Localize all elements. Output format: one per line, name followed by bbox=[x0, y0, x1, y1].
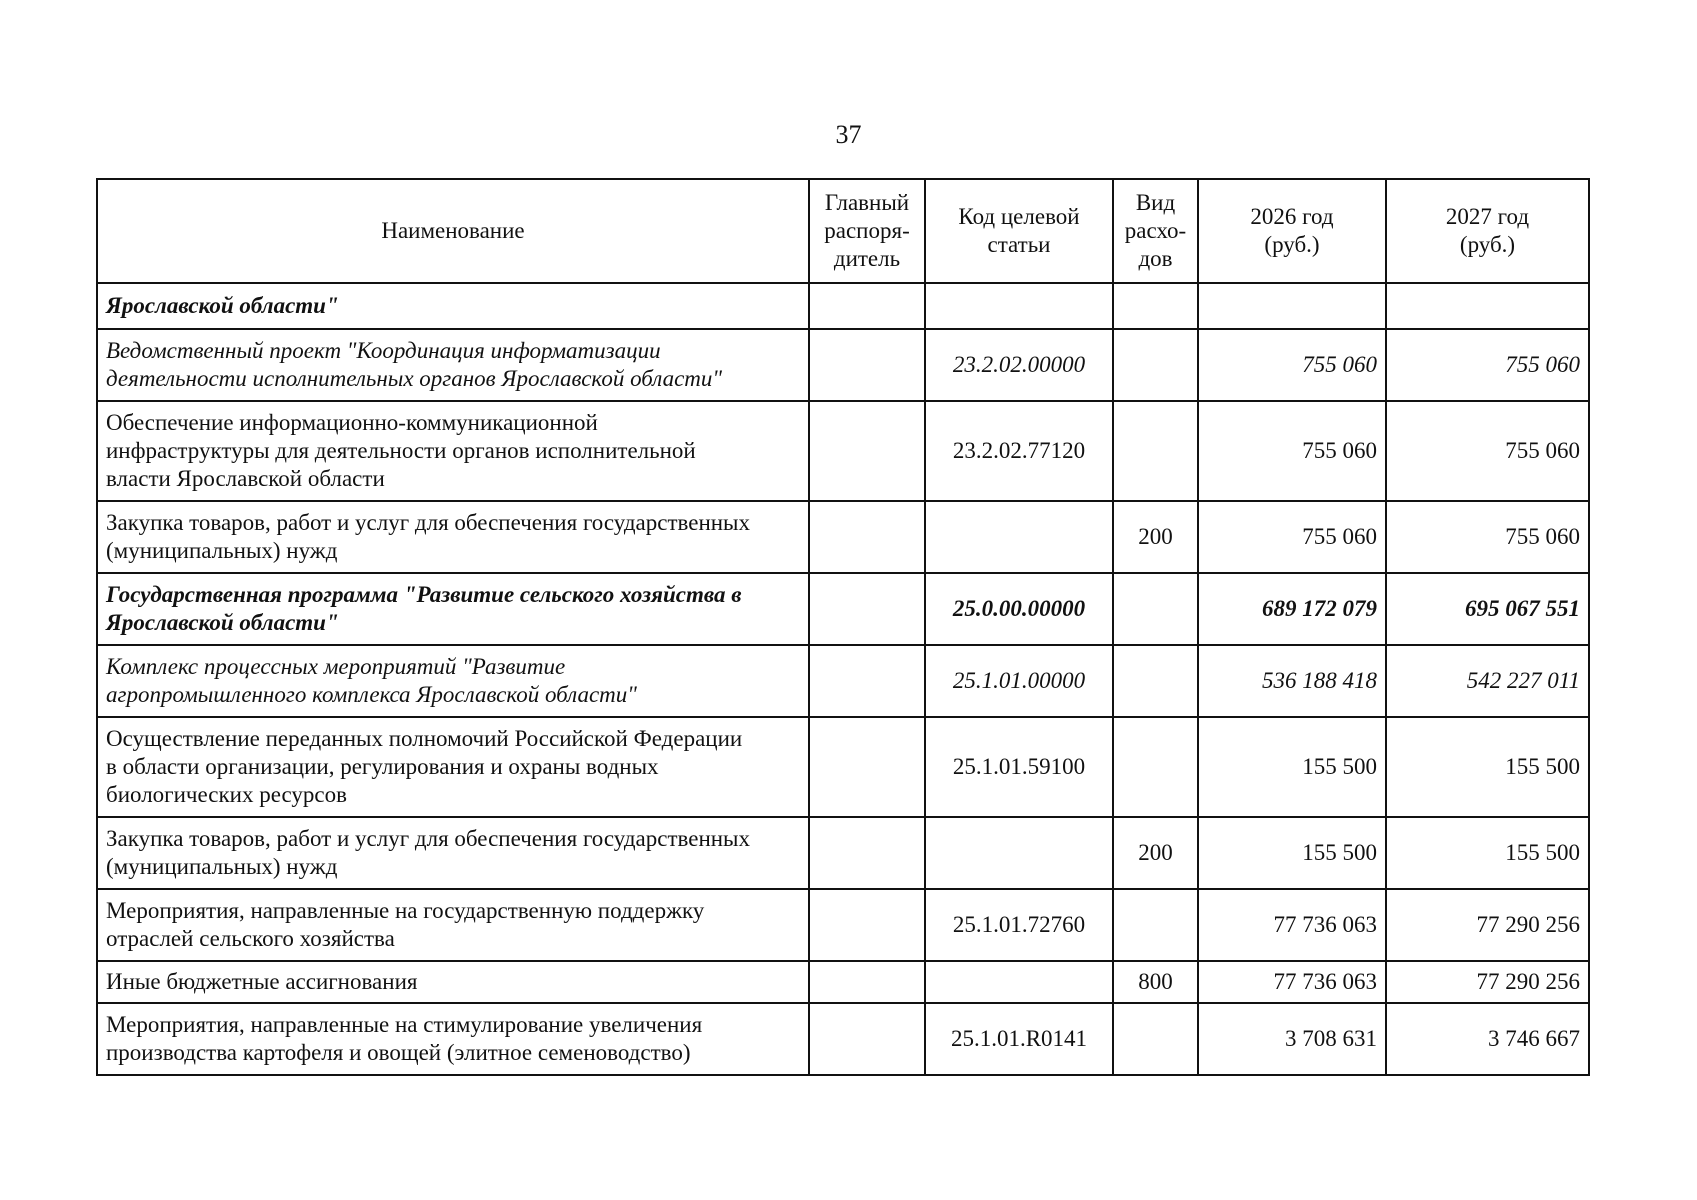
cell-2026: 3 708 631 bbox=[1198, 1003, 1386, 1075]
table-row bbox=[97, 329, 1589, 401]
cell-admin bbox=[809, 329, 925, 401]
table-header-row bbox=[97, 179, 1589, 283]
header-name: Наименование bbox=[97, 179, 809, 283]
cell-2027: 77 290 256 bbox=[1386, 889, 1589, 961]
cell-name-line: деятельности исполнительных органов Ярославской области" bbox=[106, 366, 723, 391]
header-admin-line: дитель bbox=[833, 246, 901, 271]
cell-name-line: Комплекс процессных мероприятий "Развитие bbox=[106, 654, 566, 679]
cell-code: 23.2.02.00000 bbox=[925, 329, 1113, 401]
cell-2027: 3 746 667 bbox=[1386, 1003, 1589, 1075]
cell-2027: 542 227 011 bbox=[1386, 645, 1589, 717]
cell-2026: 689 172 079 bbox=[1198, 573, 1386, 645]
cell-name bbox=[97, 645, 809, 717]
header-type-line: дов bbox=[1138, 246, 1173, 271]
cell-admin bbox=[809, 501, 925, 573]
table-row bbox=[97, 645, 1589, 717]
cell-name bbox=[97, 717, 809, 817]
cell-admin bbox=[809, 645, 925, 717]
cell-type bbox=[1113, 1003, 1198, 1075]
cell-admin bbox=[809, 717, 925, 817]
cell-name bbox=[97, 501, 809, 573]
header-2026-line: 2026 год bbox=[1250, 204, 1334, 229]
table-row bbox=[97, 961, 1589, 1003]
cell-2026: 155 500 bbox=[1198, 717, 1386, 817]
cell-type: 200 bbox=[1113, 817, 1198, 889]
cell-name-line: отраслей сельского хозяйства bbox=[106, 926, 395, 951]
cell-name-line: Ярославской области" bbox=[106, 293, 339, 318]
cell-2026: 536 188 418 bbox=[1198, 645, 1386, 717]
cell-name-line: Закупка товаров, работ и услуг для обеспечения государственных bbox=[106, 826, 751, 851]
table-body bbox=[97, 283, 1589, 1075]
cell-code: 25.1.01.59100 bbox=[925, 717, 1113, 817]
table-row bbox=[97, 573, 1589, 645]
cell-name-line: (муниципальных) нужд bbox=[106, 854, 338, 879]
cell-code bbox=[925, 961, 1113, 1003]
cell-name-line: агропромышленного комплекса Ярославской области" bbox=[106, 682, 637, 707]
cell-name-line: Ярославской области" bbox=[106, 610, 339, 635]
table-row bbox=[97, 817, 1589, 889]
cell-2026: 755 060 bbox=[1198, 329, 1386, 401]
cell-name bbox=[97, 329, 809, 401]
cell-name-line: инфраструктуры для деятельности органов исполнительной bbox=[106, 438, 696, 463]
header-code-line: Код целевой bbox=[958, 204, 1080, 229]
cell-admin bbox=[809, 401, 925, 501]
cell-name-line: Осуществление переданных полномочий Российской Федерации bbox=[106, 726, 743, 751]
cell-admin bbox=[809, 573, 925, 645]
header-admin-line: распоря- bbox=[824, 218, 910, 243]
cell-type: 200 bbox=[1113, 501, 1198, 573]
header-2027-line: (руб.) bbox=[1459, 232, 1516, 257]
cell-name-line: Закупка товаров, работ и услуг для обеспечения государственных bbox=[106, 510, 751, 535]
cell-2027: 155 500 bbox=[1386, 717, 1589, 817]
cell-code: 25.1.01.R0141 bbox=[925, 1003, 1113, 1075]
cell-2027: 755 060 bbox=[1386, 329, 1589, 401]
cell-type bbox=[1113, 573, 1198, 645]
cell-type bbox=[1113, 283, 1198, 329]
cell-code: 25.0.00.00000 bbox=[925, 573, 1113, 645]
table-row bbox=[97, 1003, 1589, 1075]
cell-admin bbox=[809, 961, 925, 1003]
cell-name-line: Мероприятия, направленные на стимулирование увеличения bbox=[106, 1012, 703, 1037]
table-row bbox=[97, 401, 1589, 501]
table-row bbox=[97, 889, 1589, 961]
cell-name bbox=[97, 1003, 809, 1075]
cell-type bbox=[1113, 889, 1198, 961]
header-code-line: статьи bbox=[987, 232, 1051, 257]
cell-2026: 77 736 063 bbox=[1198, 889, 1386, 961]
cell-code bbox=[925, 283, 1113, 329]
cell-code: 25.1.01.72760 bbox=[925, 889, 1113, 961]
cell-type bbox=[1113, 401, 1198, 501]
page-number: 37 bbox=[835, 120, 862, 149]
cell-name bbox=[97, 401, 809, 501]
header-2027 bbox=[1386, 179, 1589, 283]
cell-code bbox=[925, 817, 1113, 889]
table-row bbox=[97, 717, 1589, 817]
cell-admin bbox=[809, 889, 925, 961]
header-2027-line: 2027 год bbox=[1445, 204, 1530, 229]
cell-name-line: в области организации, регулирования и охраны водных bbox=[106, 754, 659, 779]
cell-code: 23.2.02.77120 bbox=[925, 401, 1113, 501]
cell-2027: 755 060 bbox=[1386, 501, 1589, 573]
cell-code: 25.1.01.00000 bbox=[925, 645, 1113, 717]
cell-name-line: Иные бюджетные ассигнования bbox=[106, 969, 418, 994]
cell-type: 800 bbox=[1113, 961, 1198, 1003]
header-2026 bbox=[1198, 179, 1386, 283]
cell-name bbox=[97, 889, 809, 961]
cell-2026 bbox=[1198, 283, 1386, 329]
cell-2027: 77 290 256 bbox=[1386, 961, 1589, 1003]
cell-name-line: производства картофеля и овощей (элитное семеноводство) bbox=[106, 1040, 691, 1065]
cell-2026: 155 500 bbox=[1198, 817, 1386, 889]
table-row bbox=[97, 501, 1589, 573]
cell-admin bbox=[809, 283, 925, 329]
cell-2027 bbox=[1386, 283, 1589, 329]
cell-name bbox=[97, 817, 809, 889]
header-type-line: расхо- bbox=[1124, 218, 1187, 243]
cell-name-line: Мероприятия, направленные на государственную поддержку bbox=[106, 898, 705, 923]
cell-name-line: Государственная программа "Развитие сельского хозяйства в bbox=[106, 582, 742, 607]
cell-2027: 695 067 551 bbox=[1386, 573, 1589, 645]
cell-admin bbox=[809, 817, 925, 889]
cell-name-line: Обеспечение информационно-коммуникационной bbox=[106, 410, 598, 435]
cell-2027: 155 500 bbox=[1386, 817, 1589, 889]
cell-admin bbox=[809, 1003, 925, 1075]
cell-name-line: Ведомственный проект "Координация информатизации bbox=[106, 338, 661, 363]
cell-2026: 755 060 bbox=[1198, 401, 1386, 501]
cell-name-line: биологических ресурсов bbox=[106, 782, 347, 807]
cell-2026: 77 736 063 bbox=[1198, 961, 1386, 1003]
cell-type bbox=[1113, 329, 1198, 401]
cell-code bbox=[925, 501, 1113, 573]
cell-name bbox=[97, 573, 809, 645]
budget-table bbox=[96, 178, 1590, 1076]
header-code bbox=[925, 179, 1113, 283]
header-admin-line: Главный bbox=[824, 190, 910, 215]
cell-name bbox=[97, 283, 809, 329]
header-admin bbox=[809, 179, 925, 283]
cell-2027: 755 060 bbox=[1386, 401, 1589, 501]
cell-name-line: власти Ярославской области bbox=[106, 466, 385, 491]
table-row bbox=[97, 283, 1589, 329]
cell-type bbox=[1113, 717, 1198, 817]
cell-name bbox=[97, 961, 809, 1003]
cell-2026: 755 060 bbox=[1198, 501, 1386, 573]
header-type-line: Вид bbox=[1135, 190, 1176, 215]
header-type bbox=[1113, 179, 1198, 283]
cell-type bbox=[1113, 645, 1198, 717]
cell-name-line: (муниципальных) нужд bbox=[106, 538, 338, 563]
header-2026-line: (руб.) bbox=[1264, 232, 1320, 257]
